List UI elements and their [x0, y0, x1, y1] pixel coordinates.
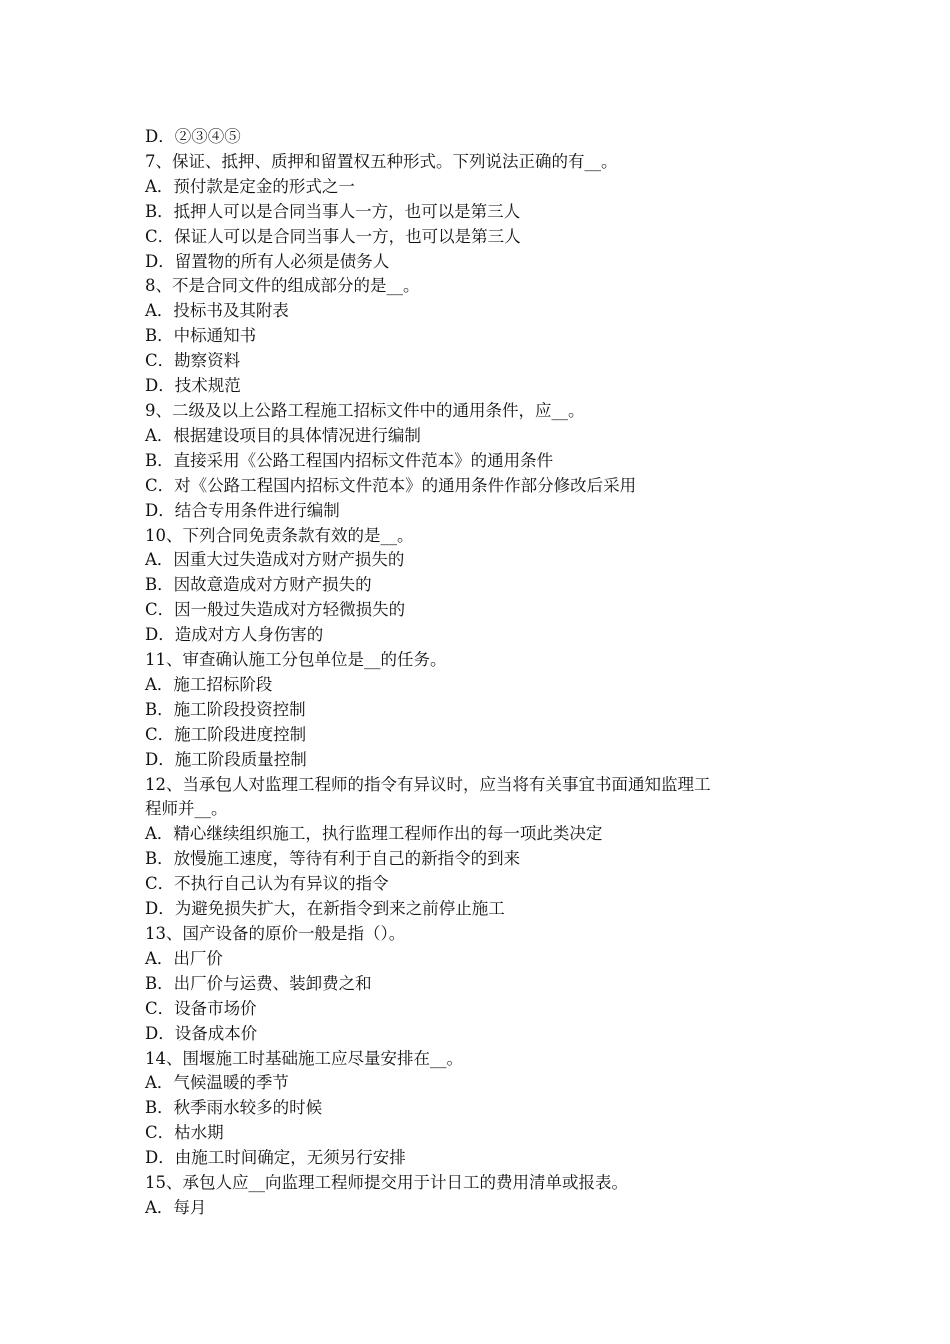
document-text: [145, 125, 815, 1221]
text-line: 9、二级及以上公路工程施工招标文件中的通用条件，应__。: [145, 400, 585, 420]
text-line: 13、国产设备的原价一般是指（）。: [145, 924, 406, 943]
text-line: A．因重大过失造成对方财产损失的: [145, 550, 405, 570]
text-line: B．放慢施工速度，等待有利于自己的新指令的到来: [145, 849, 521, 869]
text-line: D．技术规范: [145, 376, 241, 396]
text-line: 14、围堰施工时基础施工应尽量安排在__。: [145, 1048, 463, 1068]
text-line: D．为避免损失扩大，在新指令到来之前停止施工: [145, 899, 505, 919]
text-line: D．结合专用条件进行编制: [145, 500, 340, 520]
text-line: C．因一般过失造成对方轻微损失的: [145, 600, 406, 620]
text-line: C．保证人可以是合同当事人一方，也可以是第三人: [145, 226, 521, 246]
text-line: A．每月: [145, 1197, 207, 1217]
text-line: C．枯水期: [145, 1123, 224, 1143]
text-line: D．造成对方人身伤害的: [145, 625, 324, 645]
text-line: B．因故意造成对方财产损失的: [145, 575, 372, 595]
text-line: B．施工阶段投资控制: [145, 699, 306, 719]
text-line: A．精心继续组织施工，执行监理工程师作出的每一项此类决定: [145, 824, 603, 844]
text-line: B．出厂价与运费、装卸费之和: [145, 973, 372, 993]
text-line: D．设备成本价: [145, 1023, 258, 1043]
text-line: A．施工招标阶段: [145, 674, 273, 694]
text-line: B．秋季雨水较多的时候: [145, 1098, 323, 1118]
text-line: A．预付款是定金的形式之一: [145, 176, 355, 196]
text-line: 程师并__。: [145, 799, 228, 819]
text-line: B．中标通知书: [145, 326, 257, 346]
text-line: A．气候温暖的季节: [145, 1073, 289, 1093]
text-line: C．设备市场价: [145, 998, 257, 1018]
text-line: C．勘察资料: [145, 351, 241, 371]
text-line: A．根据建设项目的具体情况进行编制: [145, 425, 421, 445]
text-line: D．留置物的所有人必须是债务人: [145, 251, 390, 271]
text-line: C．对《公路工程国内招标文件范本》的通用条件作部分修改后采用: [145, 475, 637, 495]
text-line: 7、保证、抵押、质押和留置权五种形式。下列说法正确的有__。: [145, 151, 618, 171]
text-line: C．施工阶段进度控制: [145, 724, 307, 744]
text-line: D．由施工时间确定，无须另行安排: [145, 1148, 406, 1168]
text-line: A．投标书及其附表: [145, 301, 289, 321]
text-line: B．抵押人可以是合同当事人一方，也可以是第三人: [145, 201, 521, 221]
text-line: 11、审查确认施工分包单位是__的任务。: [145, 650, 447, 670]
text-line: 12、当承包人对监理工程师的指令有异议时，应当将有关事宜书面通知监理工: [145, 774, 711, 794]
text-line: 8、不是合同文件的组成部分的是__。: [145, 276, 420, 296]
text-line: C．不执行自己认为有异议的指令: [145, 874, 389, 894]
text-line: 15、承包人应__向监理工程师提交用于计日工的费用清单或报表。: [145, 1173, 628, 1193]
text-line: B．直接采用《公路工程国内招标文件范本》的通用条件: [145, 450, 554, 470]
text-line: A．出厂价: [145, 948, 223, 968]
text-line: 10、下列合同免责条款有效的是__。: [145, 525, 414, 545]
text-line: D．②③④⑤: [145, 127, 241, 146]
text-line: D．施工阶段质量控制: [145, 749, 307, 769]
